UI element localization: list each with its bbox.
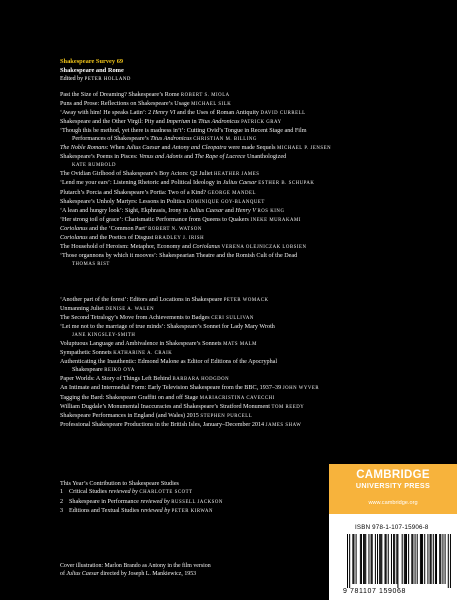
entry-text: Critical Studies — [69, 489, 109, 496]
entry-text: in — [190, 119, 199, 126]
author-name: KATE RUMBOLD — [72, 163, 117, 169]
entry-text: and — [160, 145, 172, 152]
contents-entry — [60, 403, 450, 412]
contents-entry — [60, 207, 450, 216]
barcode-bar — [393, 534, 394, 584]
publisher-name-line2: UNIVERSITY PRESS — [355, 481, 431, 490]
entry-text: Tagging the Bard: Shakespeare Graffiti on and off Stage — [60, 394, 200, 401]
publisher-panel — [329, 464, 457, 600]
contents-entry — [60, 198, 450, 207]
barcode-bar — [417, 534, 418, 584]
contents-list-primary — [60, 91, 450, 269]
entry-text: Shakespeare’s Poems in Pisces: — [60, 154, 140, 161]
editor-line — [60, 75, 131, 84]
entry-text: Unanthologized — [245, 154, 287, 161]
entry-text: Shakespeare and the Other Virgil: Pity and — [60, 119, 167, 126]
barcode-bar — [411, 534, 412, 584]
contributions-heading: This Year’s Contribution to Shakespeare Studies — [60, 481, 179, 487]
cover-illustration-line — [60, 562, 320, 570]
barcode-bar — [436, 534, 437, 584]
italic-title: Coriolanus — [60, 225, 88, 232]
barcode-bar — [397, 534, 398, 588]
author-name: GEORGE MANDEL — [207, 190, 256, 196]
entry-text: The Second Tetralogy’s Move from Achievements to Badges — [60, 315, 212, 322]
volume-title: Shakespeare and Rome — [60, 67, 124, 74]
italic-title: reviewed by — [140, 508, 171, 515]
author-name: THOMAS RIST — [72, 261, 110, 267]
barcode-bar — [349, 534, 350, 588]
entry-text: and — [223, 207, 236, 214]
entry-text: ‘Though this be method, yet there is madness in’t’: Cutting Ovid’s Tongue in Recent Stage and Film — [60, 128, 307, 135]
entry-text: Authenticating the Inauthentic: Edmond Malone as Editor of Editions of the Apocryphal — [60, 359, 278, 366]
entry-text: : When — [106, 145, 127, 152]
barcode-bar — [353, 534, 354, 584]
author-name: PATRICK GRAY — [241, 120, 282, 126]
author-name: DOMINIQUE GOY-BLANQUET — [186, 199, 265, 205]
barcode-bar — [408, 534, 409, 584]
contents-entry — [60, 109, 450, 118]
barcode-bar — [377, 534, 378, 584]
publisher-name-line1: CAMBRIDGE — [356, 469, 430, 481]
author-name: PETER KIRWAN — [171, 509, 213, 515]
barcode-bar — [372, 534, 373, 584]
author-name: ROBERT S. MIOLA — [180, 93, 230, 98]
italic-title: The Rape of Lucrece — [194, 154, 246, 161]
barcode-bar — [394, 534, 395, 584]
entry-text: Shakespeare in Performance — [69, 498, 141, 505]
barcode-bar — [439, 534, 440, 584]
publisher-url: www.cambridge.org — [329, 500, 457, 514]
author-name: REIKO OYA — [104, 368, 135, 374]
contents-entry — [60, 358, 450, 366]
contents-entry — [60, 179, 450, 188]
author-name: CHRISTIAN M. BILLING — [193, 137, 257, 143]
barcode-bar — [440, 534, 441, 584]
author-name: JAMES SHAW — [265, 422, 302, 428]
contents-entry — [60, 234, 450, 243]
contents-entry — [60, 305, 450, 314]
barcode-bar — [365, 534, 366, 584]
header-block — [60, 57, 131, 84]
barcode-bar — [424, 534, 425, 584]
barcode-bar — [385, 534, 386, 584]
barcode-bar — [360, 534, 361, 584]
barcode-bar — [442, 534, 443, 584]
entry-text: ‘Away with him! He speaks Latin’: 2 — [60, 110, 153, 117]
barcode-bar — [356, 534, 357, 584]
cover-illustration-line — [60, 570, 320, 578]
contents-entry — [60, 225, 450, 234]
contents-entry — [60, 384, 450, 393]
contents-entry — [60, 394, 450, 403]
entry-text: Paper Worlds: A Story of Things Left Behind — [60, 376, 173, 383]
author-name: BRADLEY J. IRISH — [154, 235, 205, 241]
author-name: MARIACRISTINA CAVECCHI — [199, 395, 275, 401]
entry-text: Shakespeare Performances in England (and Wales) 2015 — [60, 412, 201, 419]
barcode-bar — [427, 534, 428, 584]
barcode-bar — [381, 534, 382, 584]
contents-list-secondary — [60, 296, 450, 430]
entry-text: Past the Size of Dreaming? Shakespeare’s Rome — [60, 92, 181, 98]
barcode-bar — [435, 534, 436, 584]
author-name: CHARLOTTE SCOTT — [139, 490, 193, 496]
barcode-bar — [347, 534, 348, 588]
barcode-bar — [405, 534, 406, 584]
contents-entry — [60, 144, 450, 153]
author-name: TOM REEDY — [271, 404, 305, 410]
italic-title: Venus and Adonis — [139, 154, 183, 161]
contents-entry — [60, 161, 450, 170]
author-name: MATS MALM — [223, 342, 257, 348]
contents-entry — [60, 331, 450, 340]
author-name: STEPHEN PURCELL — [200, 413, 253, 419]
italic-title: Imperium — [166, 119, 191, 126]
barcode-bar — [402, 534, 403, 584]
italic-title: Henry VI — [152, 110, 176, 117]
author-name: JANE KINGSLEY-SMITH — [72, 333, 136, 339]
entry-text: Sympathetic Sonnets — [60, 350, 114, 357]
italic-title: Titus Andronicus — [198, 119, 240, 126]
barcode-bar — [406, 534, 407, 584]
entry-text: Shakespeare’s Unholy Martyrs: Lessons in Politics — [60, 198, 187, 205]
contents-entry — [60, 135, 450, 144]
italic-title: Antony and Cleopatra — [171, 145, 227, 152]
entry-text: ‘Those organnons by which it mooves’: Shakespearian Theatre and the Romish Cult of the Dead — [60, 252, 298, 259]
contribution-item — [60, 488, 310, 497]
author-name: JOHN WYVER — [282, 386, 320, 392]
author-name: HEATHER JAMES — [214, 172, 260, 178]
entry-text: Plutarch’s Porcia and Shakespeare’s Portia: Two of a Kind? — [60, 189, 208, 196]
contribution-item — [60, 507, 310, 516]
author-name: DENISE A. WALEN — [105, 307, 155, 313]
italic-title: Coriolanus — [192, 243, 221, 250]
barcode — [347, 534, 451, 588]
contents-entry — [60, 252, 450, 260]
contents-entry — [60, 323, 450, 331]
italic-title: Julius Caesar — [126, 145, 161, 152]
contents-entry — [60, 91, 450, 100]
italic-title: Julius Caesar — [66, 571, 99, 577]
entry-text: ‘Another part of the forest’: Editors and Locations in Shakespeare — [60, 297, 224, 303]
author-name: VERENA OLEJNICZAK LOBSIEN — [221, 244, 307, 250]
italic-title: reviewed by — [108, 489, 138, 496]
author-name: PETER WOMACK — [223, 298, 269, 303]
entry-text: ‘Let me not to the marriage of true minds’: Shakespeare’s Sonnet for Lady Mary Wroth — [60, 324, 275, 331]
contents-entry — [60, 375, 450, 384]
entry-text: ‘Lend me your ears’: Listening Rhetoric and Political Ideology in — [60, 180, 223, 187]
italic-title: Coriolanus — [60, 234, 88, 241]
contents-entry — [60, 189, 450, 198]
contribution-number: 3 — [60, 508, 64, 515]
barcode-bar — [450, 534, 451, 588]
entry-text: and — [182, 154, 195, 161]
barcode-bar — [396, 534, 397, 584]
entry-text: directed by Joseph L. Mankiewicz, 1953 — [98, 571, 197, 577]
entry-text: Unmanning Juliet — [60, 306, 106, 313]
barcode-bar — [364, 534, 365, 584]
contributions-block — [60, 480, 310, 517]
author-name: CERI SULLIVAN — [211, 316, 254, 322]
entry-text: Puns and Prose: Reflections on Shakespeare’s Usage — [60, 101, 192, 108]
series-title: Shakespeare Survey 69 — [60, 58, 124, 65]
entry-text: Professional Shakespeare Productions in the British Isles, January–December 2014 — [60, 421, 266, 428]
barcode-bar — [415, 534, 416, 584]
entry-text: were made Sequels — [226, 145, 278, 152]
barcode-bar — [445, 534, 446, 584]
entry-text: and the ‘Common Part’ — [87, 225, 149, 232]
contents-entry — [60, 349, 450, 358]
barcode-bar — [361, 534, 362, 584]
contribution-number: 1 — [60, 489, 64, 496]
cover-illustration-credit — [60, 562, 320, 578]
italic-title: Titus Andronicus — [150, 136, 192, 143]
italic-title: Julius Caesar — [189, 207, 224, 214]
barcode-bar — [421, 534, 422, 584]
author-name: BARBARA HODGDON — [172, 377, 230, 383]
author-name: MICHAEL SILK — [191, 102, 232, 108]
barcode-bar — [431, 534, 432, 584]
barcode-bar — [448, 534, 449, 588]
contents-entry — [60, 153, 450, 161]
italic-title: Henry V — [235, 207, 256, 214]
author-name: KATHARINE A. CRAIK — [113, 351, 173, 357]
barcode-bar — [371, 534, 372, 584]
barcode-bar — [375, 534, 376, 584]
contents-entry — [60, 296, 450, 305]
barcode-bar — [412, 534, 413, 584]
contents-entry — [60, 118, 450, 127]
author-name: MICHAEL P. JENSEN — [277, 146, 332, 152]
barcode-bar — [422, 534, 423, 584]
author-name: ROS KING — [257, 208, 285, 214]
contribution-number: 2 — [60, 498, 64, 505]
isbn-text: ISBN 978-1-107-15906-8 — [355, 524, 429, 531]
author-name: INEKE MURAKAMI — [250, 217, 301, 223]
contribution-item — [60, 498, 310, 507]
contents-entry — [60, 366, 450, 375]
barcode-bar — [379, 534, 380, 584]
barcode-bar — [430, 534, 431, 584]
contents-entry — [60, 412, 450, 421]
edited-by-label: Edited by — [60, 76, 84, 82]
barcode-bar — [388, 534, 389, 584]
contents-entry — [60, 421, 450, 430]
contents-entry — [60, 100, 450, 109]
entry-text: Editions and Textual Studies — [69, 508, 141, 515]
entry-text: William Dugdale’s Monumental Inaccuracies and Shakespeare’s Stratford Monument — [60, 403, 272, 410]
barcode-bar — [391, 534, 392, 584]
contents-entry — [60, 243, 450, 252]
entry-text: The Household of Heroism: Metaphor, Economy and — [60, 243, 193, 250]
barcode-bar — [386, 534, 387, 584]
entry-text: and the Poetics of Disgust — [87, 234, 155, 241]
contributions-list — [60, 488, 310, 516]
author-name: ROBERT N. WATSON — [148, 226, 202, 232]
editor-name: PETER HOLLAND — [84, 77, 131, 82]
barcode-bar — [352, 534, 353, 584]
contents-entry — [60, 260, 450, 269]
italic-title: The Noble Romans — [60, 145, 107, 152]
entry-text: Performances of Shakespeare’s — [72, 136, 151, 143]
italic-title: reviewed by — [140, 498, 170, 505]
barcode-bar — [420, 534, 421, 584]
contents-entry — [60, 340, 450, 349]
barcode-bar — [368, 534, 369, 584]
barcode-bar — [404, 534, 405, 584]
author-name: DAVID CURRELL — [260, 111, 306, 117]
entry-text: ‘A lean and hungry look’: Sight, Ekphrasis, Irony in — [60, 207, 190, 214]
entry-text: An Intimate and Intermedial Form: Early Television Shakespeare from the BBC, 1937–39 — [60, 385, 283, 392]
contents-entry — [60, 170, 450, 179]
entry-text: and the Uses of Roman Antiquity — [175, 110, 261, 117]
barcode-bar — [433, 534, 434, 584]
entry-text: ‘Her strong toil of grace’: Charismatic Performance from Queens to Quakers — [60, 216, 251, 223]
barcode-bar — [380, 534, 381, 584]
italic-title: Julius Caesar — [222, 180, 257, 187]
contents-entry — [60, 314, 450, 323]
author-name: ESTHER B. SCHUPAK — [258, 181, 315, 187]
barcode-bar — [363, 534, 364, 584]
entry-text: of — [60, 571, 67, 577]
entry-text: Voluptuous Language and Ambivalence in Shakespeare’s Sonnets — [60, 341, 224, 348]
entry-text: Shakespeare — [72, 367, 105, 374]
barcode-digits: 9 781107 159068 — [343, 588, 406, 595]
contents-entry — [60, 216, 450, 225]
publisher-logo — [335, 469, 451, 490]
entry-text: Cover illustration: Marlon Brando as Antony in the film version — [60, 563, 211, 569]
author-name: RUSSELL JACKSON — [171, 499, 223, 505]
entry-text: The Ovidian Girlhood of Shakespeare’s Boy Actors: Q2 Juliet — [60, 171, 215, 178]
contents-entry — [60, 127, 450, 135]
